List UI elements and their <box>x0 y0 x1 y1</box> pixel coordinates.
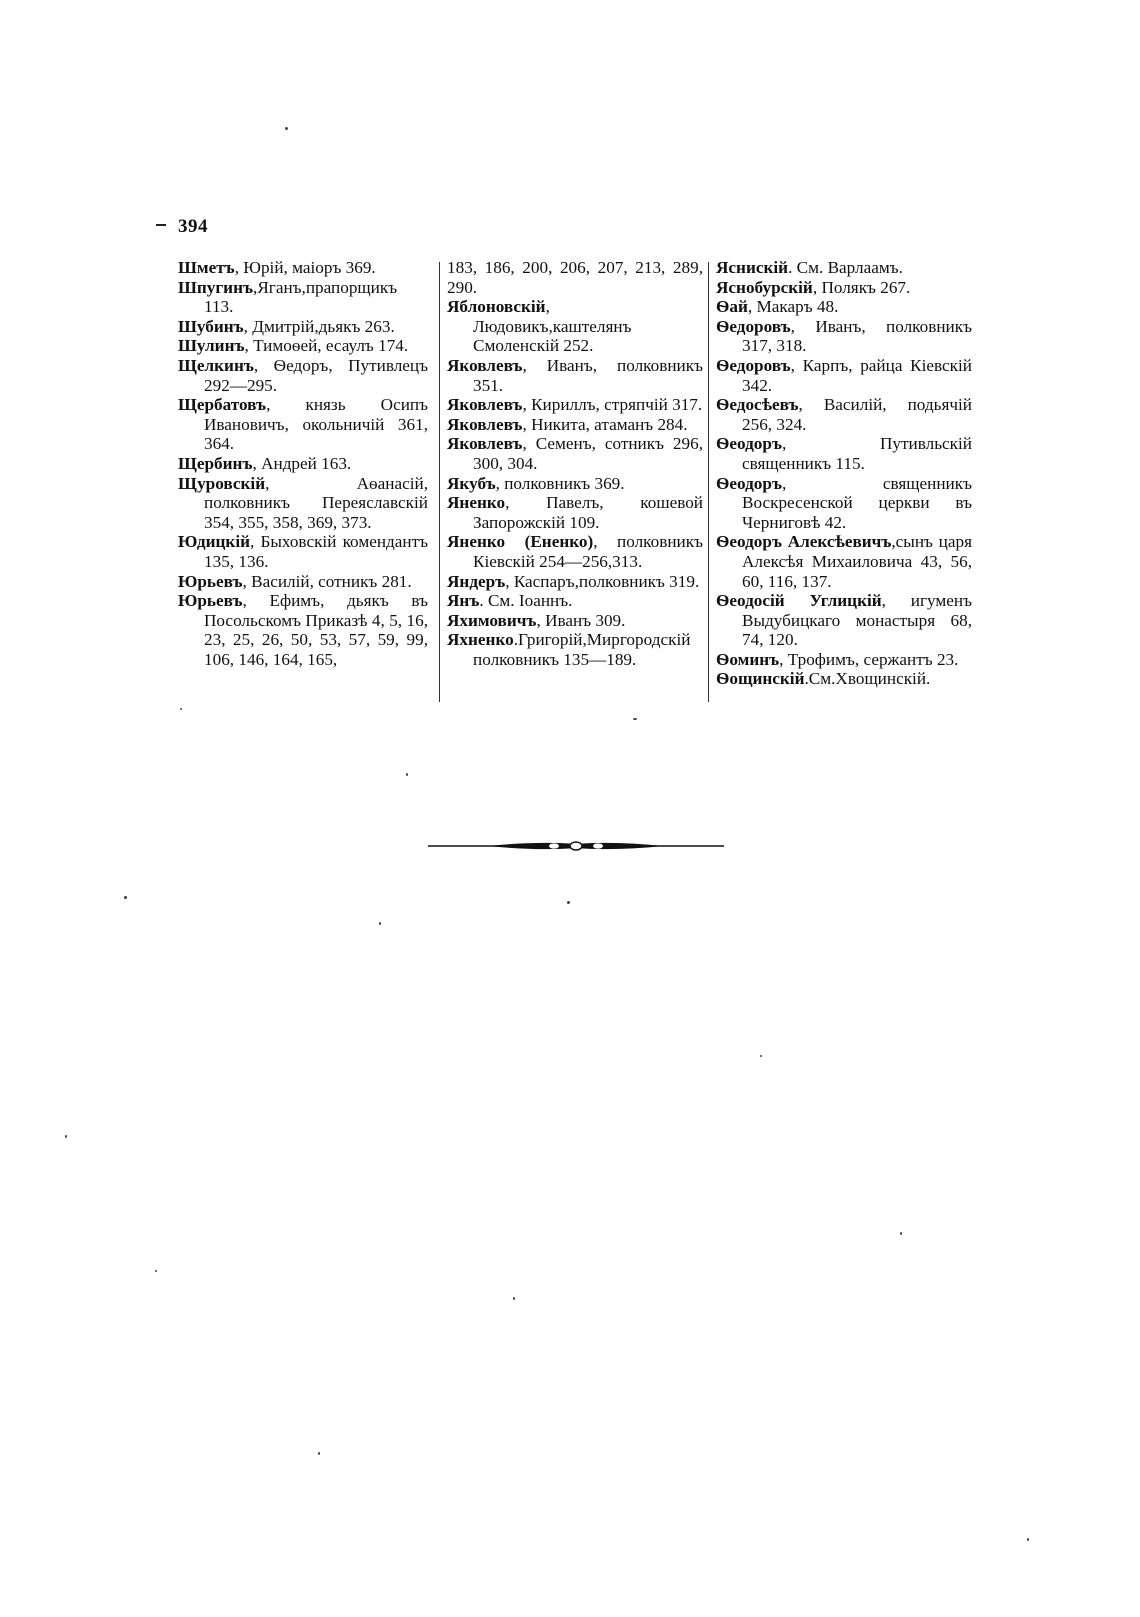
column-divider <box>708 262 709 702</box>
entry-headword: Шулинъ <box>178 336 245 356</box>
entry-text: , священникъ Воскресенской церкви въ Черниговѣ 42. <box>742 473 972 532</box>
entry-headword: Яковлевъ <box>447 414 523 434</box>
entry-text: , Карпъ, райца Кіевскій 342. <box>742 355 972 395</box>
print-speck <box>318 1452 320 1455</box>
entry-text: , Макаръ 48. <box>747 297 839 317</box>
page-number: 394 <box>178 216 208 237</box>
entry-headword: Яненко <box>447 493 506 513</box>
index-entry <box>447 591 703 611</box>
print-speck <box>406 773 408 776</box>
entry-text: , Ѳедоръ, Путивлецъ 292—295. <box>204 355 428 395</box>
entry-headword: Шубинъ <box>178 316 244 336</box>
print-speck <box>513 1297 515 1300</box>
index-entry <box>716 317 972 356</box>
entry-headword: Яковлевъ <box>447 355 523 375</box>
print-speck <box>760 1055 762 1057</box>
entry-headword: Щелкинъ <box>178 355 254 375</box>
entry-headword: Яхимовичъ <box>447 610 537 630</box>
entry-headword: Ѳай <box>716 297 748 317</box>
entry-text: , Каспаръ,полковникъ 319. <box>505 571 700 591</box>
entry-headword: Шпугинъ <box>178 277 254 297</box>
print-speck <box>379 922 381 925</box>
index-column-2 <box>447 258 703 669</box>
index-column-1 <box>178 258 428 669</box>
entry-headword: Ѳедоровъ <box>716 316 791 336</box>
entry-text: .Григорій,Миргородскій полковникъ 135—189. <box>473 630 691 669</box>
entry-text: , Людовикъ,каштелянъ Смоленскій 252. <box>473 297 632 356</box>
entry-headword: Шметъ <box>178 258 235 277</box>
entry-text: , Никита, атаманъ 284. <box>522 414 688 434</box>
index-entry <box>716 278 972 298</box>
print-speck <box>633 718 637 720</box>
print-speck <box>65 1135 67 1138</box>
index-entry <box>716 297 972 317</box>
index-entry <box>716 258 972 278</box>
entry-text: 183, 186, 200, 206, 207, 213, 289, 290. <box>447 258 703 297</box>
index-entry <box>447 395 703 415</box>
entry-text: , Кириллъ, стряпчій 317. <box>522 395 703 415</box>
entry-text: , Аѳанасій, полковникъ Переяславскій 354, 355, 358, 369, 373. <box>204 473 428 532</box>
index-entry <box>447 474 703 494</box>
entry-headword: Яковлевъ <box>447 434 523 454</box>
entry-headword: Ѳоминъ <box>716 649 780 669</box>
entry-text: , князь Осипъ Ивановичъ, окольничій 361, 364. <box>204 395 428 454</box>
index-entry <box>447 356 703 395</box>
index-entry <box>178 532 428 571</box>
index-entry <box>716 434 972 473</box>
entry-headword: Ѳощинскій <box>716 669 805 689</box>
entry-headword: Янъ <box>447 591 480 611</box>
entry-text: , Иванъ, полковникъ 317, 318. <box>742 316 972 356</box>
index-column-3 <box>716 258 972 689</box>
print-speck <box>180 708 182 710</box>
entry-headword: Ѳеодоръ <box>716 473 782 493</box>
entry-headword: Юдицкій <box>178 532 251 552</box>
index-entry <box>447 532 703 571</box>
page-number-dash <box>156 224 166 226</box>
index-entry <box>716 532 972 591</box>
entry-headword: Ѳедоровъ <box>716 355 791 375</box>
end-ornament <box>428 838 724 854</box>
entry-headword: Яндеръ <box>447 571 506 591</box>
entry-text: , игуменъ Выдубицкаго монастыря 68, 74, 120. <box>742 591 972 650</box>
entry-text: ,сынъ царя Алексѣя Михаиловича 43, 56, 60, 116, 137. <box>742 532 973 591</box>
entry-headword: Яхненко <box>447 630 514 650</box>
entry-text: , полковникъ Кіевскій 254—256,313. <box>473 532 703 571</box>
index-entry <box>447 258 703 297</box>
index-entry <box>178 474 428 533</box>
entry-text: , Андрей 163. <box>252 453 352 473</box>
index-entry <box>178 356 428 395</box>
index-entry <box>178 454 428 474</box>
entry-text: , Василій, подьячій 256, 324. <box>742 395 972 434</box>
entry-text: , Тимоѳей, есаулъ 174. <box>244 336 409 356</box>
index-entry <box>447 415 703 435</box>
entry-headword: Щербинъ <box>178 453 253 473</box>
entry-text: , Василій, сотникъ 281. <box>242 571 412 591</box>
index-entry <box>447 572 703 592</box>
index-entry <box>447 493 703 532</box>
entry-text: .См.Хвощинскій. <box>804 669 931 689</box>
entry-text: , полковникъ 369. <box>495 473 625 493</box>
index-entry <box>716 474 972 533</box>
entry-headword: Яненко (Ененко) <box>447 532 594 552</box>
entry-headword: Щербатовъ <box>178 395 267 415</box>
column-divider <box>439 262 440 702</box>
index-entry <box>447 611 703 631</box>
index-entry <box>178 572 428 592</box>
entry-headword: Щуровскій <box>178 473 266 493</box>
entry-headword: Ѳеодоръ Алексѣевичъ <box>716 532 892 552</box>
index-entry <box>178 317 428 337</box>
entry-headword: Ѳеодоръ <box>716 434 782 454</box>
print-speck <box>124 896 127 899</box>
entry-headword: Якубъ <box>447 473 496 493</box>
entry-headword: Юрьевъ <box>178 591 243 611</box>
entry-headword: Ѳедосѣевъ <box>716 395 799 415</box>
index-entry <box>716 395 972 434</box>
entry-text: , Иванъ, полковникъ 351. <box>473 355 703 395</box>
entry-text: , Полякъ 267. <box>812 277 911 297</box>
index-entry <box>178 258 428 278</box>
entry-text: ,Яганъ,прапорщикъ 113. <box>204 277 398 317</box>
index-entry <box>716 356 972 395</box>
index-entry <box>178 336 428 356</box>
entry-text: . См. Варлаамъ. <box>788 258 903 277</box>
index-entry <box>716 669 972 689</box>
print-speck <box>155 1270 157 1272</box>
entry-text: , Путивльскій священникъ 115. <box>742 434 972 473</box>
entry-headword: Яблоновскій <box>447 297 546 317</box>
entry-headword: Яковлевъ <box>447 395 523 415</box>
entry-headword: Яснискій <box>716 258 789 277</box>
index-entry <box>716 650 972 670</box>
index-entry <box>716 591 972 650</box>
entry-text: , Ефимъ, дьякъ въ Посольскомъ Приказѣ 4, 5, 16, 23, 25, 26, 50, 53, 57, 59, 99, 106, 146, 164, 165, <box>204 591 428 669</box>
entry-text: , Трофимъ, сержантъ 23. <box>779 649 959 669</box>
entry-text: , Павелъ, кошевой Запорожскій 109. <box>473 493 703 532</box>
index-entry <box>178 278 428 317</box>
index-entry <box>178 591 428 669</box>
print-speck <box>285 127 288 130</box>
print-speck <box>567 901 570 904</box>
entry-text: , Быховскій комендантъ 135, 136. <box>204 532 428 571</box>
index-entry <box>447 297 703 356</box>
entry-text: . См. Іоаннъ. <box>479 591 573 611</box>
entry-text: , Семенъ, сотникъ 296, 300, 304. <box>473 434 703 473</box>
entry-headword: Юрьевъ <box>178 571 243 591</box>
entry-text: , Дмитрій,дьякъ 263. <box>243 316 395 336</box>
entry-text: , Юрій, маіоръ 369. <box>234 258 376 277</box>
entry-text: , Иванъ 309. <box>536 610 626 630</box>
entry-headword: Ѳеодосій Углицкій <box>716 591 882 611</box>
entry-headword: Яснобурскій <box>716 277 813 297</box>
index-entry <box>447 434 703 473</box>
print-speck <box>900 1232 902 1235</box>
index-entry <box>178 395 428 454</box>
print-speck <box>1027 1538 1029 1541</box>
index-entry <box>447 630 703 669</box>
